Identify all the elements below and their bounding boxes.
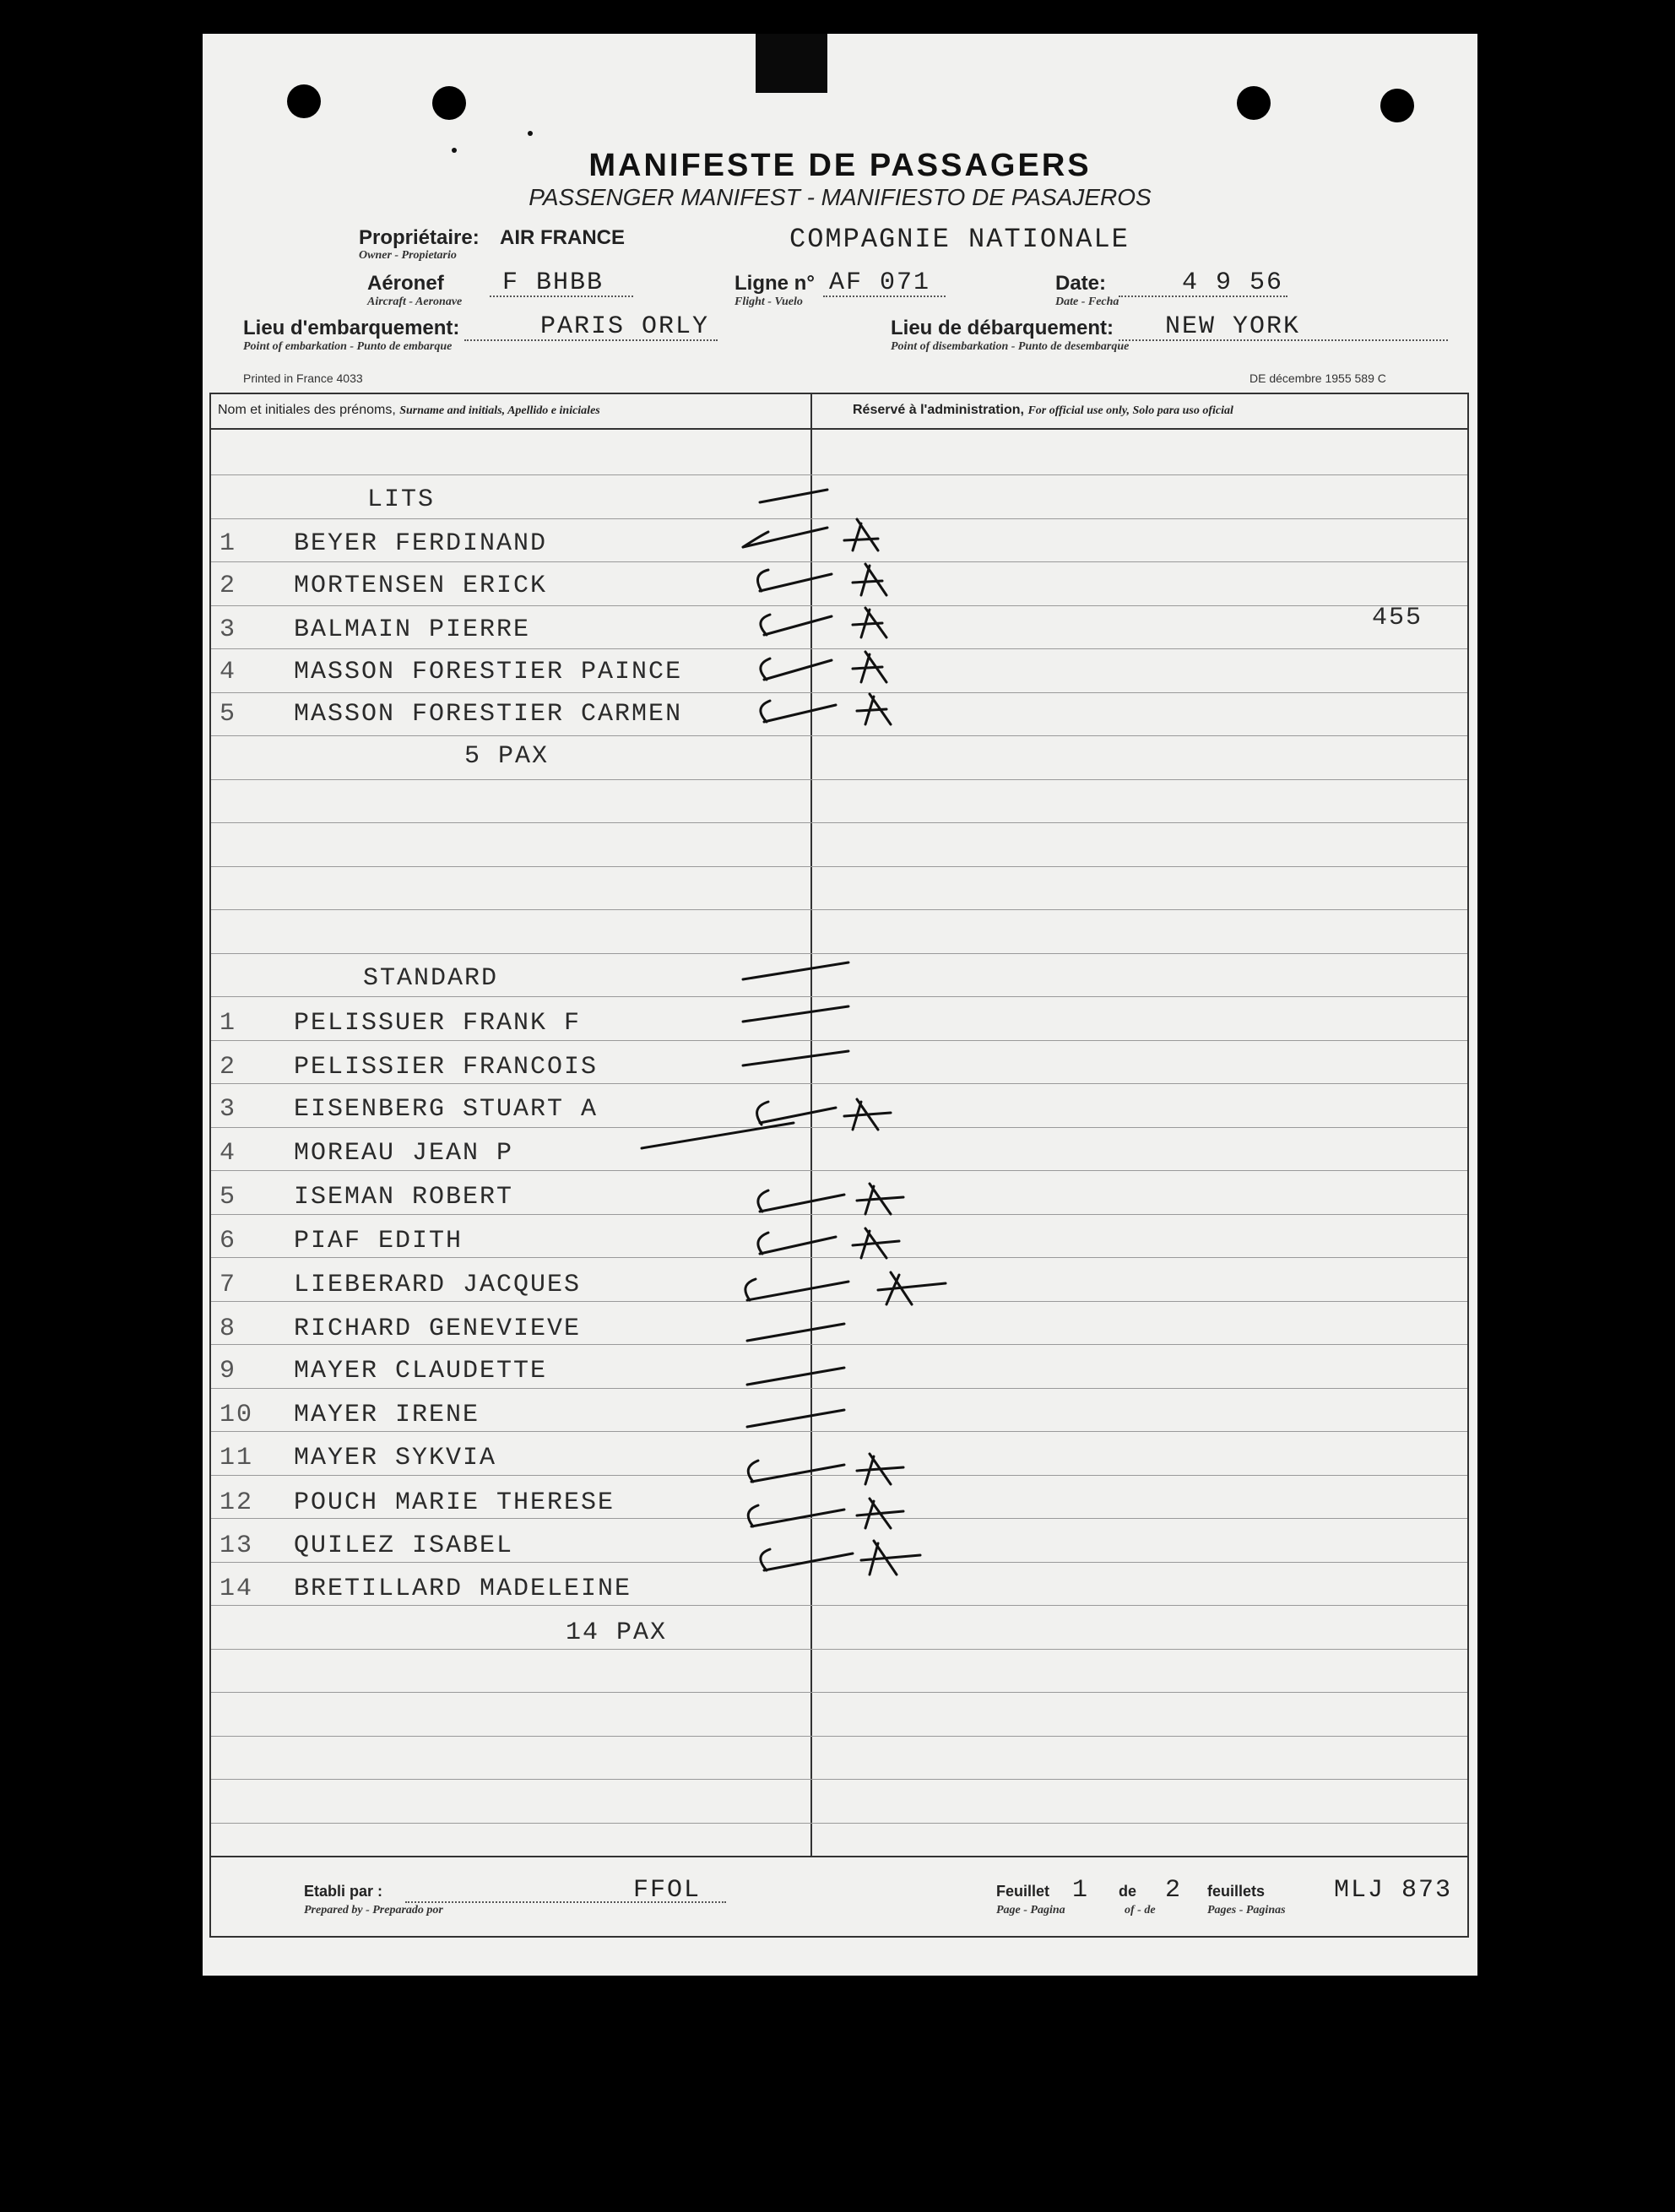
date-sublabel: Date - Fecha — [1055, 295, 1119, 308]
staple-notch — [756, 34, 827, 93]
table-rule — [211, 1388, 1467, 1389]
section-title: LITS — [367, 485, 436, 514]
table-rule — [211, 1083, 1467, 1084]
disembarkation-line — [1119, 339, 1448, 341]
section-total: 5 PAX — [464, 742, 550, 771]
table-rule — [211, 1649, 1467, 1650]
entry-number: 2 — [220, 1053, 237, 1082]
table-rule — [211, 1779, 1467, 1780]
owner-value: AIR FRANCE — [500, 226, 625, 249]
column-divider — [810, 394, 812, 1856]
flight-value: AF 071 — [829, 268, 931, 297]
entry-number: 1 — [220, 1009, 237, 1038]
table-rule — [211, 518, 1467, 519]
printed-note: Printed in France 4033 — [243, 371, 363, 385]
passenger-name: MAYER SYKVIA — [294, 1444, 497, 1472]
aircraft-line — [490, 295, 633, 297]
entry-number: 11 — [220, 1444, 254, 1472]
manifest-sheet — [203, 34, 1477, 1976]
table-rule — [211, 474, 1467, 475]
footer-box — [209, 1857, 1469, 1938]
passenger-name: MORTENSEN ERICK — [294, 572, 548, 600]
aircraft-value: F BHBB — [502, 268, 604, 297]
passenger-table — [209, 393, 1469, 1857]
punch-hole-icon — [1237, 86, 1271, 120]
page-title: MANIFESTE DE PASSAGERS — [588, 148, 1092, 183]
passenger-name: ISEMAN ROBERT — [294, 1183, 514, 1212]
prepared-value: FFOL — [633, 1876, 702, 1905]
passenger-name: MASSON FORESTIER PAINCE — [294, 658, 683, 686]
form-code: DE décembre 1955 589 C — [1249, 371, 1386, 385]
owner-extra: COMPAGNIE NATIONALE — [789, 224, 1130, 255]
entry-number: 1 — [220, 529, 237, 558]
column-header-admin: Réservé à l'administration, For official use only, Solo para uso oficial — [853, 403, 1233, 417]
entry-number: 5 — [220, 1183, 237, 1212]
table-rule — [211, 822, 1467, 823]
table-rule — [211, 648, 1467, 649]
margin-note: 455 — [1372, 604, 1423, 632]
punch-hole-icon — [1380, 89, 1414, 122]
table-rule — [211, 996, 1467, 997]
passenger-name: POUCH MARIE THERESE — [294, 1488, 615, 1517]
punch-hole-icon — [287, 84, 321, 118]
punch-hole-icon — [432, 86, 466, 120]
table-rule — [211, 909, 1467, 910]
table-rule — [211, 1823, 1467, 1824]
prepared-label: Etabli par : — [304, 1883, 383, 1900]
aircraft-label: Aéronef — [367, 272, 444, 295]
passenger-name: MOREAU JEAN P — [294, 1139, 514, 1168]
table-rule — [211, 1605, 1467, 1606]
page-label: Feuillet — [996, 1883, 1050, 1900]
passenger-name: EISENBERG STUART A — [294, 1095, 599, 1124]
passenger-name: MAYER IRENE — [294, 1401, 480, 1429]
entry-number: 7 — [220, 1271, 237, 1299]
disembarkation-value: NEW YORK — [1165, 312, 1301, 341]
table-rule — [211, 1214, 1467, 1215]
prepared-line — [405, 1901, 726, 1903]
table-rule — [211, 953, 1467, 954]
table-rule — [211, 692, 1467, 693]
passenger-name: LIEBERARD JACQUES — [294, 1271, 582, 1299]
table-rule — [211, 1562, 1467, 1563]
table-rule — [211, 1127, 1467, 1128]
table-rule — [211, 1736, 1467, 1737]
table-rule — [211, 779, 1467, 780]
disembarkation-label: Lieu de débarquement: — [891, 317, 1114, 339]
table-rule — [211, 866, 1467, 867]
entry-number: 6 — [220, 1227, 237, 1255]
page-value: 1 — [1072, 1876, 1090, 1905]
passenger-name: BEYER FERDINAND — [294, 529, 548, 558]
table-rule — [211, 605, 1467, 606]
passenger-name: PELISSIER FRANCOIS — [294, 1053, 599, 1082]
entry-number: 2 — [220, 572, 237, 600]
entry-number: 5 — [220, 700, 237, 729]
of-value: 2 — [1165, 1876, 1183, 1905]
entry-number: 12 — [220, 1488, 254, 1517]
passenger-name: MAYER CLAUDETTE — [294, 1357, 548, 1385]
table-rule — [211, 1692, 1467, 1693]
passenger-name: BRETILLARD MADELEINE — [294, 1575, 632, 1603]
table-rule — [211, 1170, 1467, 1171]
aircraft-sublabel: Aircraft - Aeronave — [367, 295, 463, 308]
table-rule — [211, 1431, 1467, 1432]
flight-label: Ligne n° — [735, 272, 815, 295]
disembarkation-sublabel: Point of disembarkation - Punto de desembarque — [891, 340, 1130, 353]
passenger-name: MASSON FORESTIER CARMEN — [294, 700, 683, 729]
embarkation-sublabel: Point of embarkation - Punto de embarque — [243, 340, 453, 353]
embarkation-label: Lieu d'embarquement: — [243, 317, 460, 339]
owner-label: Propriétaire: — [359, 226, 480, 249]
entry-number: 8 — [220, 1315, 237, 1343]
table-rule — [211, 561, 1467, 562]
table-rule — [211, 735, 1467, 736]
entry-number: 4 — [220, 1139, 237, 1168]
page-subtitle: PASSENGER MANIFEST - MANIFIESTO DE PASAJEROS — [529, 184, 1152, 210]
of-label: de — [1119, 1883, 1137, 1900]
column-header-name: Nom et initiales des prénoms, Surname and initials, Apellido e iniciales — [218, 403, 600, 417]
passenger-name: PELISSUER FRANK F — [294, 1009, 582, 1038]
ink-speck — [528, 131, 533, 136]
passenger-name: QUILEZ ISABEL — [294, 1532, 514, 1560]
archive-stamp: MLJ 873 — [1334, 1876, 1453, 1905]
entry-number: 4 — [220, 658, 237, 686]
table-rule — [211, 1475, 1467, 1476]
of-sublabel: of - de — [1125, 1904, 1156, 1917]
page-sublabel: Page - Pagina — [996, 1904, 1065, 1917]
entry-number: 10 — [220, 1401, 254, 1429]
table-rule — [211, 1518, 1467, 1519]
pages-label: feuillets — [1207, 1883, 1266, 1900]
section-total: 14 PAX — [566, 1618, 668, 1647]
table-header — [211, 394, 1467, 430]
table-rule — [211, 1344, 1467, 1345]
date-line — [1119, 295, 1287, 297]
entry-number: 9 — [220, 1357, 237, 1385]
table-rule — [211, 1257, 1467, 1258]
date-value: 4 9 56 — [1182, 268, 1284, 297]
embarkation-value: PARIS ORLY — [540, 312, 710, 341]
section-title: STANDARD — [363, 964, 499, 993]
passenger-name: RICHARD GENEVIEVE — [294, 1315, 582, 1343]
date-label: Date: — [1055, 272, 1107, 295]
table-rule — [211, 1040, 1467, 1041]
flight-line — [823, 295, 946, 297]
table-rule — [211, 1301, 1467, 1302]
flight-sublabel: Flight - Vuelo — [735, 295, 803, 308]
pages-sublabel: Pages - Paginas — [1207, 1904, 1286, 1917]
entry-number: 13 — [220, 1532, 254, 1560]
owner-sublabel: Owner - Propietario — [359, 249, 457, 262]
passenger-name: PIAF EDITH — [294, 1227, 463, 1255]
embarkation-line — [464, 339, 718, 341]
entry-number: 3 — [220, 1095, 237, 1124]
passenger-name: BALMAIN PIERRE — [294, 615, 531, 644]
entry-number: 14 — [220, 1575, 254, 1603]
prepared-sublabel: Prepared by - Preparado por — [304, 1904, 443, 1917]
entry-number: 3 — [220, 615, 237, 644]
